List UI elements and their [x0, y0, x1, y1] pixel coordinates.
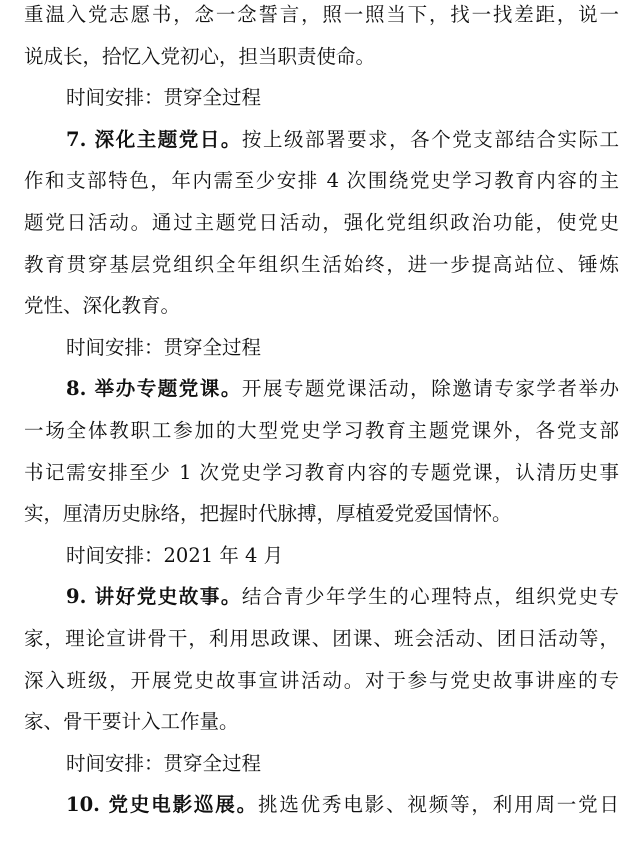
- item9-line-4: 家、骨干要计入工作量。: [24, 710, 239, 734]
- item8-line-1: [24, 368, 619, 410]
- intro-line-1: 重温入党志愿书，念一念誓言，照一照当下，找一找差距，说一: [24, 3, 619, 26]
- item7-text: 按上级部署要求，各个党支部结合实际工: [241, 127, 619, 151]
- item9-schedule: 时间安排：贯穿全过程: [66, 751, 262, 775]
- item7-line-4: 教育贯穿基层党组织全年组织生活始终，进一步提高站位、锤炼: [24, 252, 619, 276]
- item9-line-3: 深入班级，开展党史故事宣讲活动。对于参与党史故事讲座的专: [24, 668, 619, 692]
- item8-text: 开展专题党课活动，除邀请专家学者举办: [241, 377, 619, 401]
- item9-heading: 9. 讲好党史故事。: [66, 585, 242, 609]
- item7-line-2: 作和支部特色，年内需至少安排 4 次围绕党史学习教育内容的主: [24, 169, 619, 193]
- item7-line-5: 党性、深化教育。: [24, 294, 181, 318]
- item9-line-2: 家，理论宣讲骨干，利用思政课、团课、班会活动、团日活动等，: [24, 626, 619, 650]
- item10-text: 挑选优秀电影、视频等，利用周一党日: [257, 793, 619, 817]
- item8-line-3: 书记需安排至少 1 次党史学习教育内容的专题党课，认清历史事: [24, 460, 619, 484]
- item7-heading: 7. 深化主题党日。: [66, 127, 242, 151]
- intro-schedule: 时间安排：贯穿全过程: [66, 86, 262, 110]
- item10-line-1: [24, 784, 619, 826]
- item10-heading: 10. 党史电影巡展。: [66, 793, 258, 817]
- intro-line-2: 说成长，拾忆入党初心，担当职责使命。: [24, 44, 376, 68]
- item8-heading: 8. 举办专题党课。: [66, 377, 242, 401]
- item8-line-2: 一场全体教职工参加的大型党史学习教育主题党课外，各党支部: [24, 418, 619, 442]
- item7-line-3: 题党日活动。通过主题党日活动，强化党组织政治功能，使党史: [24, 210, 619, 234]
- item7-schedule: 时间安排：贯穿全过程: [66, 335, 262, 359]
- item9-line-1: [24, 576, 619, 618]
- item8-line-4: 实，厘清历史脉络，把握时代脉搏，厚植爱党爱国情怀。: [24, 502, 512, 526]
- item8-schedule: 时间安排：2021 年 4 月: [66, 543, 284, 567]
- item7-line-1: [24, 119, 619, 161]
- item9-text: 结合青少年学生的心理特点，组织党史专: [241, 585, 619, 609]
